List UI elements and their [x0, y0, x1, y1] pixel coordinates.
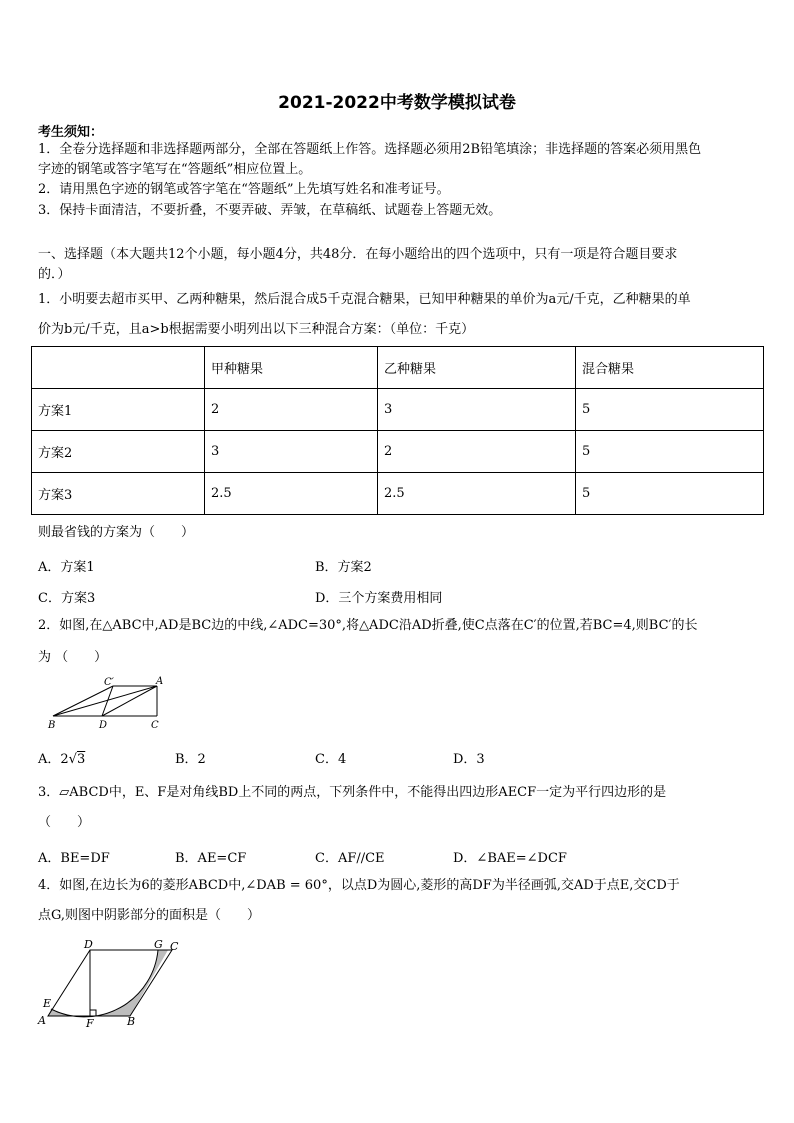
q1-option-d: D．三个方案费用相同 — [315, 591, 443, 606]
q2-label-c: C — [151, 720, 159, 731]
q3-stem-line-2: （ ） — [38, 815, 91, 830]
q4-stem-line-1: 4．如图,在边长为6的菱形ABCD中,∠DAB = 60°，以点D为圆心,菱形的高DF为半径画弧,交AD于点E,交CD于 — [38, 878, 680, 893]
table-cell: 方案2 — [32, 431, 205, 473]
table-header-cell — [32, 347, 205, 389]
section-1-heading-line-2: 的．） — [38, 267, 71, 282]
notice-item-1-line-1: 1．全卷分选择题和非选择题两部分，全部在答题纸上作答。选择题必须用2B铅笔填涂；非选择题的答案必须用黑色 — [38, 142, 702, 157]
q1-question: 则最省钱的方案为（ ） — [38, 525, 195, 540]
q4-label-d: D — [84, 938, 93, 951]
table-row — [32, 473, 764, 515]
q4-label-a: A — [38, 1014, 46, 1027]
q2-option-a-prefix: A．2 — [38, 752, 69, 767]
q1-option-a: A．方案1 — [38, 560, 95, 575]
q2-option-a-radicand: 3 — [76, 752, 86, 767]
table-cell: 2.5 — [378, 473, 576, 515]
table-cell: 3 — [378, 389, 576, 431]
q2-label-d: D — [99, 720, 108, 731]
table-cell: 方案3 — [32, 473, 205, 515]
q1-table — [31, 346, 764, 515]
table-header-cell: 混合糖果 — [576, 347, 764, 389]
q4-label-b: B — [127, 1015, 136, 1028]
q2-label-b: B — [48, 720, 56, 731]
table-header-cell: 乙种糖果 — [378, 347, 576, 389]
table-cell: 5 — [576, 389, 764, 431]
q3-option-a: A．BE=DF — [38, 851, 110, 866]
notice-item-2: 2．请用黑色字迹的钢笔或答字笔在“答题纸”上先填写姓名和准考证号。 — [38, 182, 450, 197]
q2-option-d: D．3 — [453, 752, 485, 767]
q2-figure — [40, 674, 180, 734]
q3-option-c: C．AF//CE — [315, 851, 385, 866]
q2-stem-line-2: 为 （ ） — [38, 650, 108, 665]
table-cell: 2 — [205, 389, 378, 431]
q4-stem-line-2: 点G,则图中阴影部分的面积是（ ） — [38, 908, 261, 923]
q2-option-c: C．4 — [315, 752, 347, 767]
page-title: 2021-2022中考数学模拟试卷 — [278, 93, 516, 113]
table-header-cell: 甲种糖果 — [205, 347, 378, 389]
q2-stem-line-1: 2．如图,在△ABC中,AD是BC边的中线,∠ADC=30°,将△ADC沿AD折叠,使C点落在C′的位置,若BC=4,则BC′的长 — [38, 618, 698, 633]
sqrt-icon: √ — [68, 752, 77, 767]
q1-stem-line-2: 价为b元/千克，且a>b根据需要小明列出以下三种混合方案：（单位：千克） — [38, 322, 475, 337]
notice-item-3: 3．保持卡面清洁，不要折叠，不要弄破、弄皱，在草稿纸、试题卷上答题无效。 — [38, 203, 502, 218]
notice-heading: 考生须知： — [38, 125, 104, 140]
q2-option-a — [38, 748, 85, 767]
q2-option-b: B．2 — [175, 752, 206, 767]
q2-label-c-prime: C′ — [104, 677, 114, 688]
table-cell: 5 — [576, 431, 764, 473]
table-cell: 方案1 — [32, 389, 205, 431]
table-cell: 2 — [378, 431, 576, 473]
table-cell: 2.5 — [205, 473, 378, 515]
q3-option-b: B．AE=CF — [175, 851, 247, 866]
q4-label-c: C — [170, 940, 179, 953]
q1-option-c: C．方案3 — [38, 591, 96, 606]
table-cell: 5 — [576, 473, 764, 515]
table-header-row — [32, 347, 764, 389]
q4-label-e: E — [43, 997, 52, 1010]
q4-figure — [34, 936, 194, 1031]
q1-option-b: B．方案2 — [315, 560, 372, 575]
q3-option-d: D．∠BAE=∠DCF — [453, 851, 567, 866]
table-row — [32, 389, 764, 431]
section-1-heading-line-1: 一、选择题（本大题共12个小题，每小题4分，共48分．在每小题给出的四个选项中，只有一项是符合题目要求 — [38, 247, 678, 262]
q1-stem-line-1: 1．小明要去超市买甲、乙两种糖果，然后混合成5千克混合糖果，已知甲种糖果的单价为a元/千克，乙种糖果的单 — [38, 292, 691, 307]
q2-label-a: A — [156, 676, 164, 687]
table-row — [32, 431, 764, 473]
q4-label-f: F — [86, 1017, 94, 1030]
q3-stem-line-1: 3．▱ABCD中，E、F是对角线BD上不同的两点，下列条件中，不能得出四边形AECF一定为平行四边形的是 — [38, 785, 667, 800]
q4-label-g: G — [154, 938, 163, 951]
table-cell: 3 — [205, 431, 378, 473]
notice-item-1-line-2: 字迹的钢笔或答字笔写在“答题纸”相应位置上。 — [38, 162, 312, 177]
